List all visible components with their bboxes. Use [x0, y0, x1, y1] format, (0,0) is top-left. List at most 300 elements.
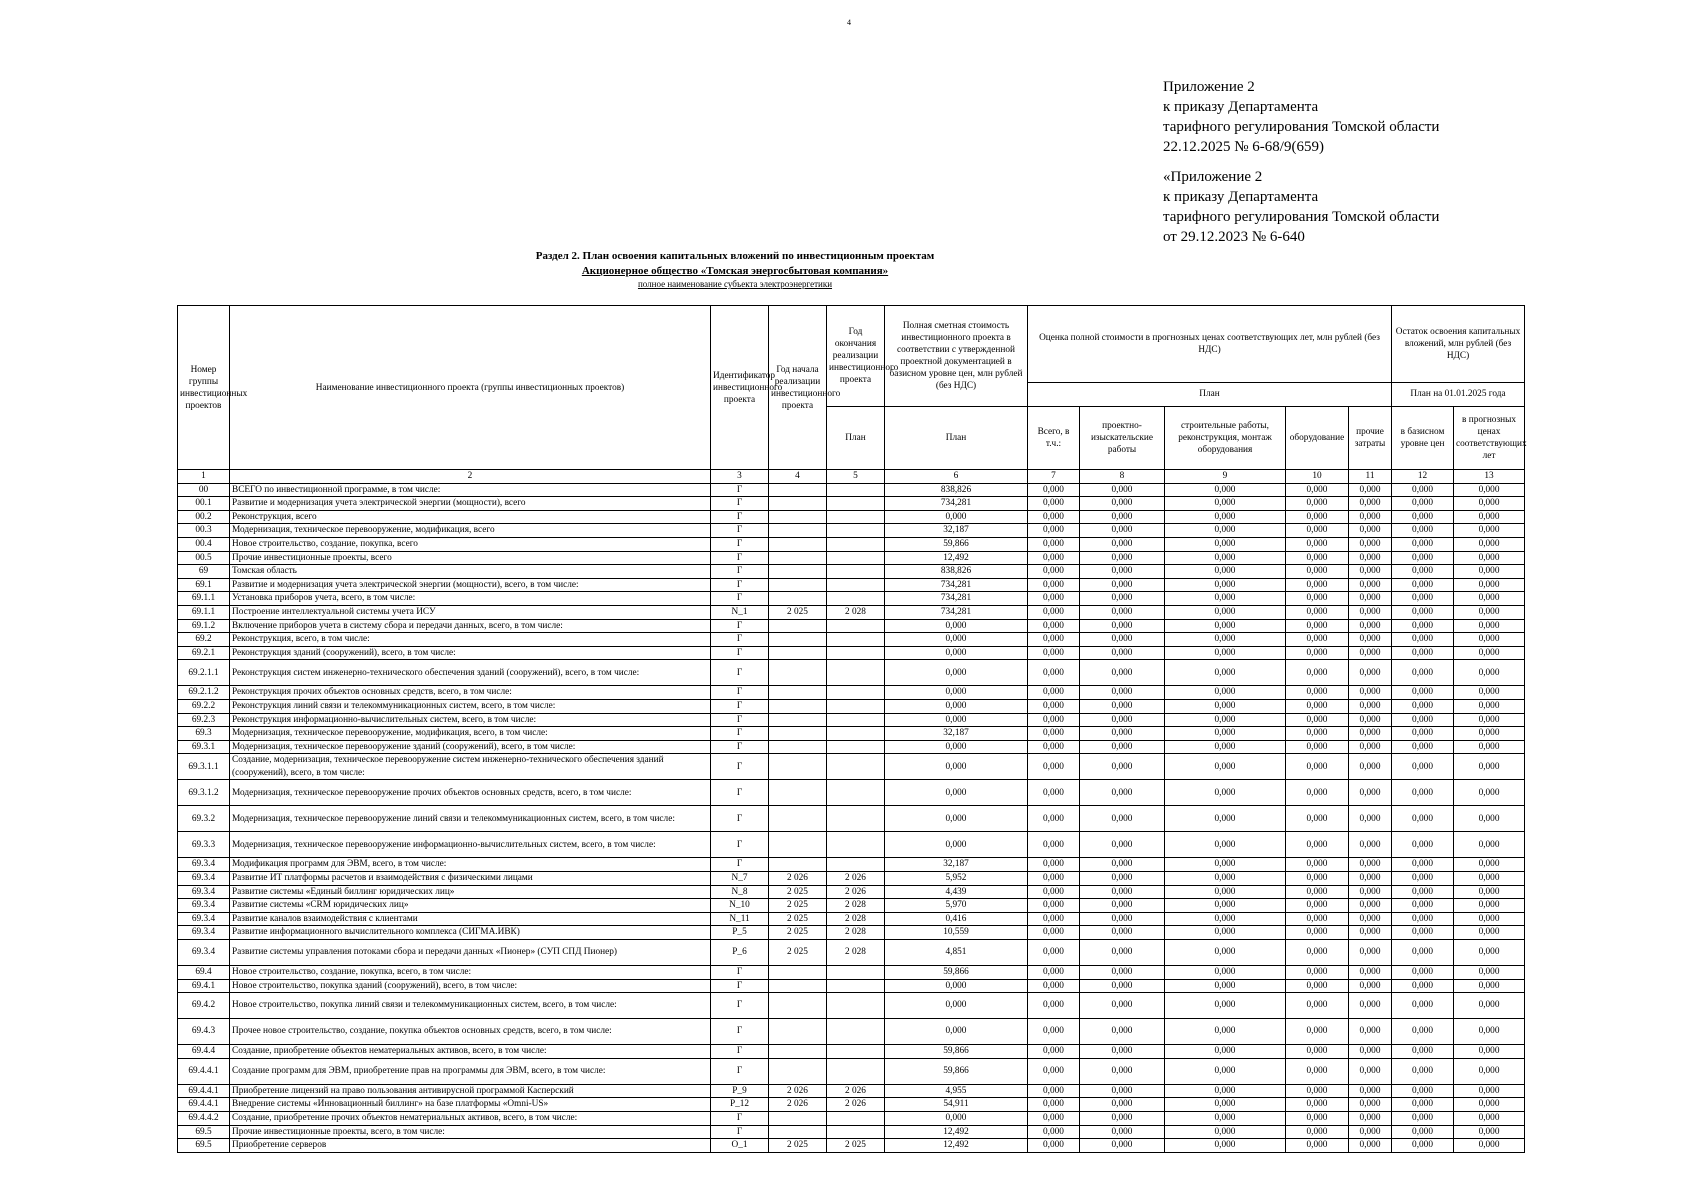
table-row [178, 926, 1525, 940]
project-name-cell: Реконструкция, всего [230, 510, 711, 524]
project-name-cell: Новое строительство, покупка зданий (сооружений), всего, в том числе: [230, 979, 711, 993]
start-year-cell [769, 993, 827, 1019]
header-plan-cost: План [885, 407, 1028, 470]
start-year-cell: 2 026 [769, 1098, 827, 1112]
project-name-cell: Новое строительство, покупка линий связи и телекоммуникационных систем, всего, в том числе: [230, 993, 711, 1019]
start-year-cell [769, 1125, 827, 1139]
design-works-cell: 0,000 [1080, 646, 1165, 660]
remaining-base-cell: 0,000 [1392, 619, 1454, 633]
remaining-forecast-cell: 0,000 [1454, 510, 1525, 524]
project-id-cell: Г [711, 578, 769, 592]
table-row [178, 565, 1525, 579]
full-cost-cell: 0,000 [885, 619, 1028, 633]
equipment-cell: 0,000 [1286, 1139, 1349, 1153]
end-year-cell [827, 979, 885, 993]
construction-cell: 0,000 [1165, 699, 1286, 713]
design-works-cell: 0,000 [1080, 537, 1165, 551]
other-costs-cell: 0,000 [1349, 551, 1392, 565]
project-id-cell: Г [711, 686, 769, 700]
equipment-cell: 0,000 [1286, 551, 1349, 565]
project-name-cell: Развитие каналов взаимодействия с клиентами [230, 912, 711, 926]
full-cost-cell: 734,281 [885, 605, 1028, 619]
design-works-cell: 0,000 [1080, 1125, 1165, 1139]
header-plan: План [1028, 382, 1392, 406]
project-id-cell: Г [711, 633, 769, 647]
full-cost-cell: 4,851 [885, 940, 1028, 966]
end-year-cell [827, 619, 885, 633]
project-name-cell: Модернизация, техническое перевооружение зданий (сооружений), всего, в том числе: [230, 740, 711, 754]
project-name-cell: Реконструкция систем инженерно-технического обеспечения зданий (сооружений), всего, в том числе: [230, 660, 711, 686]
table-row [178, 740, 1525, 754]
project-id-cell: Г [711, 646, 769, 660]
construction-cell: 0,000 [1165, 619, 1286, 633]
full-cost-cell: 5,952 [885, 872, 1028, 886]
design-works-cell: 0,000 [1080, 660, 1165, 686]
design-works-cell: 0,000 [1080, 605, 1165, 619]
table-row [178, 619, 1525, 633]
construction-cell: 0,000 [1165, 633, 1286, 647]
construction-cell: 0,000 [1165, 832, 1286, 858]
table-row [178, 858, 1525, 872]
remaining-forecast-cell: 0,000 [1454, 686, 1525, 700]
project-id-cell: Г [711, 713, 769, 727]
table-row [178, 633, 1525, 647]
remaining-base-cell: 0,000 [1392, 899, 1454, 913]
start-year-cell [769, 806, 827, 832]
construction-cell: 0,000 [1165, 979, 1286, 993]
project-name-cell: Развитие и модернизация учета электрической энергии (мощности), всего [230, 497, 711, 511]
group-number-cell: 69.4.4.1 [178, 1084, 230, 1098]
other-costs-cell: 0,000 [1349, 872, 1392, 886]
remaining-base-cell: 0,000 [1392, 1058, 1454, 1084]
remaining-forecast-cell: 0,000 [1454, 899, 1525, 913]
group-number-cell: 69.3.4 [178, 926, 230, 940]
remaining-base-cell: 0,000 [1392, 497, 1454, 511]
full-cost-cell: 12,492 [885, 1125, 1028, 1139]
column-number: 4 [769, 470, 827, 484]
equipment-cell: 0,000 [1286, 699, 1349, 713]
construction-cell: 0,000 [1165, 727, 1286, 741]
column-number: 11 [1349, 470, 1392, 484]
header-total: Всего, в т.ч.: [1028, 407, 1080, 470]
project-name-cell: Реконструкция зданий (сооружений), всего, в том числе: [230, 646, 711, 660]
equipment-cell: 0,000 [1286, 497, 1349, 511]
equipment-cell: 0,000 [1286, 858, 1349, 872]
equipment-cell: 0,000 [1286, 899, 1349, 913]
remaining-base-cell: 0,000 [1392, 510, 1454, 524]
remaining-forecast-cell: 0,000 [1454, 940, 1525, 966]
project-id-cell: N_11 [711, 912, 769, 926]
remaining-forecast-cell: 0,000 [1454, 551, 1525, 565]
design-works-cell: 0,000 [1080, 899, 1165, 913]
start-year-cell [769, 740, 827, 754]
group-number-cell: 69.1.1 [178, 592, 230, 606]
full-cost-cell: 0,000 [885, 832, 1028, 858]
total-cell: 0,000 [1028, 483, 1080, 497]
full-cost-cell: 0,000 [885, 979, 1028, 993]
project-name-cell: Развитие системы управления потоками сбора и передачи данных «Пионер» (СУП СПД Пионер) [230, 940, 711, 966]
total-cell: 0,000 [1028, 699, 1080, 713]
other-costs-cell: 0,000 [1349, 660, 1392, 686]
start-year-cell [769, 592, 827, 606]
start-year-cell [769, 1058, 827, 1084]
start-year-cell [769, 565, 827, 579]
end-year-cell [827, 660, 885, 686]
group-number-cell: 69.4.1 [178, 979, 230, 993]
equipment-cell: 0,000 [1286, 912, 1349, 926]
construction-cell: 0,000 [1165, 940, 1286, 966]
remaining-forecast-cell: 0,000 [1454, 966, 1525, 980]
remaining-base-cell: 0,000 [1392, 1125, 1454, 1139]
design-works-cell: 0,000 [1080, 832, 1165, 858]
appendix-previous-block [1163, 167, 1439, 247]
full-cost-cell: 838,826 [885, 483, 1028, 497]
project-id-cell: N_10 [711, 899, 769, 913]
remaining-base-cell: 0,000 [1392, 740, 1454, 754]
project-id-cell: Г [711, 510, 769, 524]
end-year-cell [827, 1125, 885, 1139]
project-name-cell: Создание, приобретение прочих объектов нематериальных активов, всего, в том числе: [230, 1112, 711, 1126]
design-works-cell: 0,000 [1080, 780, 1165, 806]
total-cell: 0,000 [1028, 578, 1080, 592]
end-year-cell [827, 699, 885, 713]
construction-cell: 0,000 [1165, 993, 1286, 1019]
remaining-base-cell: 0,000 [1392, 780, 1454, 806]
total-cell: 0,000 [1028, 912, 1080, 926]
header-end-year: Год окончания реализации инвестиционного проекта [827, 306, 885, 407]
other-costs-cell: 0,000 [1349, 832, 1392, 858]
equipment-cell: 0,000 [1286, 1112, 1349, 1126]
other-costs-cell: 0,000 [1349, 940, 1392, 966]
table-row [178, 832, 1525, 858]
column-number: 8 [1080, 470, 1165, 484]
full-cost-cell: 734,281 [885, 497, 1028, 511]
end-year-cell [827, 1019, 885, 1045]
full-cost-cell: 0,000 [885, 646, 1028, 660]
table-row [178, 885, 1525, 899]
end-year-cell [827, 483, 885, 497]
project-id-cell: Г [711, 1019, 769, 1045]
project-id-cell: Г [711, 1058, 769, 1084]
equipment-cell: 0,000 [1286, 885, 1349, 899]
group-number-cell: 00 [178, 483, 230, 497]
start-year-cell [769, 780, 827, 806]
equipment-cell: 0,000 [1286, 966, 1349, 980]
design-works-cell: 0,000 [1080, 872, 1165, 886]
start-year-cell [769, 1112, 827, 1126]
column-numbers-row [178, 470, 1525, 484]
other-costs-cell: 0,000 [1349, 740, 1392, 754]
remaining-forecast-cell: 0,000 [1454, 483, 1525, 497]
remaining-base-cell: 0,000 [1392, 993, 1454, 1019]
header-base-prices: в базисном уровне цен [1392, 407, 1454, 470]
remaining-forecast-cell: 0,000 [1454, 1058, 1525, 1084]
start-year-cell [769, 1019, 827, 1045]
construction-cell: 0,000 [1165, 578, 1286, 592]
group-number-cell: 69.1.2 [178, 619, 230, 633]
design-works-cell: 0,000 [1080, 1098, 1165, 1112]
end-year-cell [827, 510, 885, 524]
end-year-cell: 2 028 [827, 940, 885, 966]
start-year-cell [769, 966, 827, 980]
remaining-base-cell: 0,000 [1392, 483, 1454, 497]
construction-cell: 0,000 [1165, 1058, 1286, 1084]
table-row [178, 1045, 1525, 1059]
equipment-cell: 0,000 [1286, 926, 1349, 940]
other-costs-cell: 0,000 [1349, 858, 1392, 872]
project-id-cell: Г [711, 858, 769, 872]
project-name-cell: Развитие информационного вычислительного комплекса (СИГМА.ИВК) [230, 926, 711, 940]
remaining-base-cell: 0,000 [1392, 1098, 1454, 1112]
full-cost-cell: 0,000 [885, 510, 1028, 524]
construction-cell: 0,000 [1165, 1125, 1286, 1139]
table-row [178, 646, 1525, 660]
project-name-cell: Модификация программ для ЭВМ, всего, в том числе: [230, 858, 711, 872]
table-row [178, 686, 1525, 700]
project-id-cell: Г [711, 832, 769, 858]
other-costs-cell: 0,000 [1349, 565, 1392, 579]
total-cell: 0,000 [1028, 885, 1080, 899]
total-cell: 0,000 [1028, 872, 1080, 886]
group-number-cell: 69.4.4.1 [178, 1058, 230, 1084]
start-year-cell [769, 483, 827, 497]
project-id-cell: Г [711, 524, 769, 538]
project-id-cell: Г [711, 979, 769, 993]
other-costs-cell: 0,000 [1349, 806, 1392, 832]
column-number: 1 [178, 470, 230, 484]
total-cell: 0,000 [1028, 1084, 1080, 1098]
remaining-forecast-cell: 0,000 [1454, 780, 1525, 806]
project-id-cell: Г [711, 551, 769, 565]
end-year-cell [827, 754, 885, 780]
start-year-cell [769, 858, 827, 872]
group-number-cell: 69.3.1.2 [178, 780, 230, 806]
project-name-cell: Модернизация, техническое перевооружение, модификация, всего [230, 524, 711, 538]
table-row [178, 966, 1525, 980]
remaining-forecast-cell: 0,000 [1454, 619, 1525, 633]
project-name-cell: Развитие и модернизация учета электрической энергии (мощности), всего, в том числе: [230, 578, 711, 592]
construction-cell: 0,000 [1165, 966, 1286, 980]
group-number-cell: 69.3.4 [178, 885, 230, 899]
remaining-forecast-cell: 0,000 [1454, 713, 1525, 727]
column-number: 7 [1028, 470, 1080, 484]
header-forecast-cost: Оценка полной стоимости в прогнозных ценах соответствующих лет, млн рублей (без НДС) [1028, 306, 1392, 383]
start-year-cell: 2 025 [769, 912, 827, 926]
start-year-cell [769, 578, 827, 592]
project-name-cell: Создание, модернизация, техническое перевооружение систем инженерно-технического обеспечения зданий (сооружений), всего, в том числе: [230, 754, 711, 780]
start-year-cell [769, 1045, 827, 1059]
remaining-base-cell: 0,000 [1392, 551, 1454, 565]
appendix-line: Приложение 2 [1163, 79, 1255, 95]
other-costs-cell: 0,000 [1349, 979, 1392, 993]
project-name-cell: Реконструкция линий связи и телекоммуникационных систем, всего, в том числе: [230, 699, 711, 713]
remaining-forecast-cell: 0,000 [1454, 858, 1525, 872]
remaining-base-cell: 0,000 [1392, 686, 1454, 700]
group-number-cell: 69.2.1.2 [178, 686, 230, 700]
start-year-cell [769, 727, 827, 741]
end-year-cell [827, 1045, 885, 1059]
project-id-cell: P_12 [711, 1098, 769, 1112]
group-number-cell: 69.4 [178, 966, 230, 980]
end-year-cell: 2 028 [827, 926, 885, 940]
construction-cell: 0,000 [1165, 483, 1286, 497]
design-works-cell: 0,000 [1080, 926, 1165, 940]
table-row [178, 1139, 1525, 1153]
other-costs-cell: 0,000 [1349, 1058, 1392, 1084]
remaining-base-cell: 0,000 [1392, 1112, 1454, 1126]
start-year-cell: 2 025 [769, 899, 827, 913]
other-costs-cell: 0,000 [1349, 1084, 1392, 1098]
header-project-name: Наименование инвестиционного проекта (группы инвестиционных проектов) [230, 306, 711, 470]
table-row [178, 483, 1525, 497]
project-id-cell: N_7 [711, 872, 769, 886]
remaining-base-cell: 0,000 [1392, 605, 1454, 619]
header-forecast-prices: в прогнозных ценах соответствующих лет [1454, 407, 1525, 470]
table-row [178, 1098, 1525, 1112]
construction-cell: 0,000 [1165, 1112, 1286, 1126]
remaining-forecast-cell: 0,000 [1454, 727, 1525, 741]
end-year-cell: 2 025 [827, 1139, 885, 1153]
project-id-cell: Г [711, 1112, 769, 1126]
project-id-cell: N_1 [711, 605, 769, 619]
table-row [178, 1112, 1525, 1126]
design-works-cell: 0,000 [1080, 1019, 1165, 1045]
project-id-cell: P_6 [711, 940, 769, 966]
project-name-cell: Установка приборов учета, всего, в том числе: [230, 592, 711, 606]
column-number: 3 [711, 470, 769, 484]
full-cost-cell: 0,000 [885, 780, 1028, 806]
remaining-base-cell: 0,000 [1392, 1019, 1454, 1045]
table-row [178, 497, 1525, 511]
group-number-cell: 69.2.3 [178, 713, 230, 727]
remaining-base-cell: 0,000 [1392, 537, 1454, 551]
project-id-cell: Г [711, 592, 769, 606]
appendix-current-block [1163, 77, 1439, 157]
group-number-cell: 69.3.4 [178, 912, 230, 926]
project-name-cell: Модернизация, техническое перевооружение информационно-вычислительных систем, всего, в том числе: [230, 832, 711, 858]
total-cell: 0,000 [1028, 780, 1080, 806]
remaining-base-cell: 0,000 [1392, 727, 1454, 741]
group-number-cell: 69.4.3 [178, 1019, 230, 1045]
header-group-number: Номер группы инвестиционных проектов [178, 306, 230, 470]
total-cell: 0,000 [1028, 1019, 1080, 1045]
full-cost-cell: 59,866 [885, 966, 1028, 980]
project-id-cell: P_9 [711, 1084, 769, 1098]
table-row [178, 872, 1525, 886]
equipment-cell: 0,000 [1286, 979, 1349, 993]
start-year-cell [769, 699, 827, 713]
start-year-cell [769, 524, 827, 538]
project-name-cell: Создание, приобретение объектов нематериальных активов, всего, в том числе: [230, 1045, 711, 1059]
table-row [178, 993, 1525, 1019]
equipment-cell: 0,000 [1286, 646, 1349, 660]
other-costs-cell: 0,000 [1349, 510, 1392, 524]
group-number-cell: 69.3.1.1 [178, 754, 230, 780]
group-number-cell: 69 [178, 565, 230, 579]
start-year-cell [769, 754, 827, 780]
construction-cell: 0,000 [1165, 605, 1286, 619]
group-number-cell: 69.3.1 [178, 740, 230, 754]
group-number-cell: 69.1 [178, 578, 230, 592]
full-cost-cell: 59,866 [885, 537, 1028, 551]
equipment-cell: 0,000 [1286, 1084, 1349, 1098]
other-costs-cell: 0,000 [1349, 1139, 1392, 1153]
full-cost-cell: 838,826 [885, 565, 1028, 579]
total-cell: 0,000 [1028, 497, 1080, 511]
table-row [178, 699, 1525, 713]
construction-cell: 0,000 [1165, 524, 1286, 538]
remaining-base-cell: 0,000 [1392, 832, 1454, 858]
table-row [178, 510, 1525, 524]
project-name-cell: Включение приборов учета в систему сбора и передачи данных, всего, в том числе: [230, 619, 711, 633]
total-cell: 0,000 [1028, 686, 1080, 700]
total-cell: 0,000 [1028, 806, 1080, 832]
design-works-cell: 0,000 [1080, 912, 1165, 926]
design-works-cell: 0,000 [1080, 619, 1165, 633]
equipment-cell: 0,000 [1286, 1045, 1349, 1059]
other-costs-cell: 0,000 [1349, 966, 1392, 980]
project-name-cell: Модернизация, техническое перевооружение линий связи и телекоммуникационных систем, всего, в том числе: [230, 806, 711, 832]
total-cell: 0,000 [1028, 1045, 1080, 1059]
construction-cell: 0,000 [1165, 1019, 1286, 1045]
header-full-cost: Полная сметная стоимость инвестиционного проекта в соответствии с утвержденной проектной документацией в базисном уровне цен, млн рублей (без НДС) [885, 306, 1028, 407]
remaining-forecast-cell: 0,000 [1454, 754, 1525, 780]
full-cost-cell: 32,187 [885, 727, 1028, 741]
total-cell: 0,000 [1028, 660, 1080, 686]
total-cell: 0,000 [1028, 605, 1080, 619]
remaining-base-cell: 0,000 [1392, 1045, 1454, 1059]
equipment-cell: 0,000 [1286, 1125, 1349, 1139]
header-start-year: Год начала реализации инвестиционного проекта [769, 306, 827, 470]
other-costs-cell: 0,000 [1349, 1098, 1392, 1112]
start-year-cell: 2 025 [769, 885, 827, 899]
equipment-cell: 0,000 [1286, 1098, 1349, 1112]
group-number-cell: 69.3 [178, 727, 230, 741]
column-number: 9 [1165, 470, 1286, 484]
construction-cell: 0,000 [1165, 537, 1286, 551]
total-cell: 0,000 [1028, 858, 1080, 872]
project-name-cell: Реконструкция, всего, в том числе: [230, 633, 711, 647]
remaining-forecast-cell: 0,000 [1454, 699, 1525, 713]
end-year-cell [827, 686, 885, 700]
group-number-cell: 69.2 [178, 633, 230, 647]
table-row [178, 979, 1525, 993]
remaining-forecast-cell: 0,000 [1454, 1084, 1525, 1098]
equipment-cell: 0,000 [1286, 592, 1349, 606]
project-id-cell: Г [711, 619, 769, 633]
full-cost-cell: 0,000 [885, 713, 1028, 727]
start-year-cell [769, 713, 827, 727]
total-cell: 0,000 [1028, 966, 1080, 980]
group-number-cell: 69.2.2 [178, 699, 230, 713]
construction-cell: 0,000 [1165, 565, 1286, 579]
total-cell: 0,000 [1028, 1139, 1080, 1153]
remaining-base-cell: 0,000 [1392, 940, 1454, 966]
remaining-base-cell: 0,000 [1392, 578, 1454, 592]
project-name-cell: Построение интеллектуальной системы учета ИСУ [230, 605, 711, 619]
full-cost-cell: 0,000 [885, 754, 1028, 780]
project-id-cell: Г [711, 537, 769, 551]
remaining-forecast-cell: 0,000 [1454, 578, 1525, 592]
remaining-base-cell: 0,000 [1392, 912, 1454, 926]
equipment-cell: 0,000 [1286, 605, 1349, 619]
table-row [178, 1084, 1525, 1098]
start-year-cell [769, 551, 827, 565]
end-year-cell [827, 1112, 885, 1126]
total-cell: 0,000 [1028, 940, 1080, 966]
start-year-cell: 2 025 [769, 926, 827, 940]
header-remaining: Остаток освоения капитальных вложений, млн рублей (без НДС) [1392, 306, 1525, 383]
